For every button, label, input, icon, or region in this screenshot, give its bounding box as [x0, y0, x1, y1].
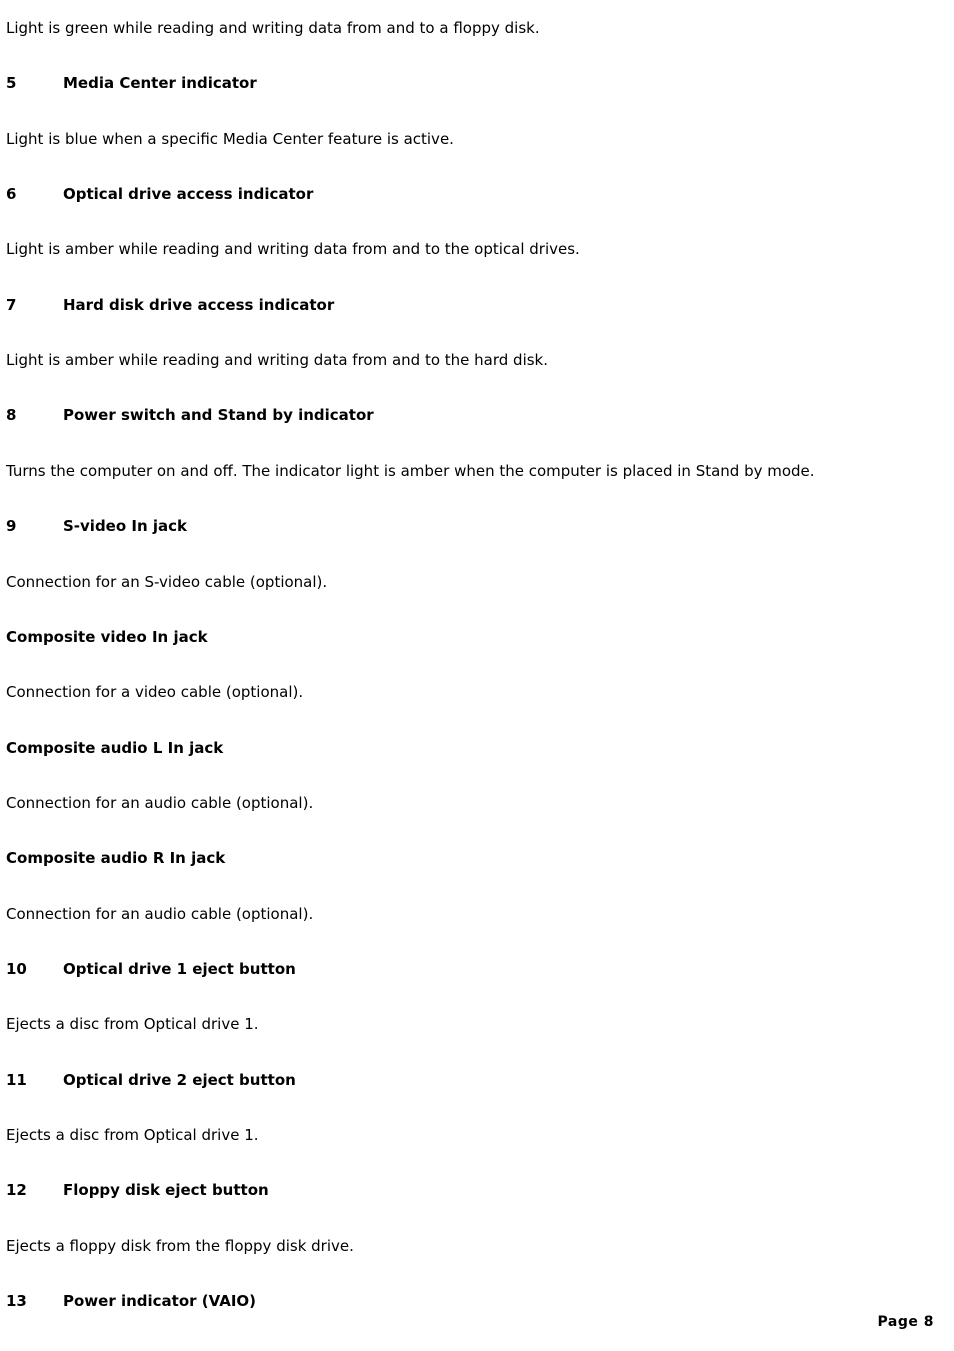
item-description: Light is green while reading and writing data from and to a floppy disk. [6, 19, 540, 37]
item-heading [6, 849, 225, 867]
item-description: Connection for an S-video cable (optional). [6, 573, 328, 591]
item-heading [6, 1071, 296, 1089]
item-heading [6, 628, 208, 646]
item-description: Ejects a disc from Optical drive 1. [6, 1126, 259, 1144]
item-number: 13 [6, 1292, 27, 1310]
item-number: 7 [6, 296, 17, 314]
item-title: Power switch and Stand by indicator [63, 406, 374, 424]
item-heading [6, 296, 334, 314]
item-number: 10 [6, 960, 27, 978]
item-number: 8 [6, 406, 17, 424]
item-heading [6, 960, 296, 978]
item-number: 5 [6, 74, 17, 92]
item-description: Turns the computer on and off. The indicator light is amber when the computer is placed in Stand by mode. [6, 462, 815, 480]
item-description: Light is amber while reading and writing data from and to the optical drives. [6, 240, 580, 258]
item-heading [6, 1292, 256, 1310]
item-heading [6, 74, 257, 92]
item-title: Composite audio L In jack [6, 739, 224, 757]
item-title: Media Center indicator [63, 74, 257, 92]
item-title: Optical drive 2 eject button [63, 1071, 296, 1089]
item-description: Connection for an audio cable (optional). [6, 905, 314, 923]
item-number: 6 [6, 185, 17, 203]
item-description: Ejects a disc from Optical drive 1. [6, 1015, 259, 1033]
item-heading [6, 739, 223, 757]
item-title: Optical drive 1 eject button [63, 960, 296, 978]
item-title: Composite audio R In jack [6, 849, 226, 867]
item-title: Composite video In jack [6, 628, 208, 646]
item-title: Hard disk drive access indicator [63, 296, 335, 314]
item-description: Connection for a video cable (optional). [6, 683, 304, 701]
item-description: Connection for an audio cable (optional). [6, 794, 314, 812]
item-description: Ejects a floppy disk from the floppy disk drive. [6, 1237, 354, 1255]
item-heading [6, 406, 374, 424]
item-heading [6, 1181, 269, 1199]
item-title: Optical drive access indicator [63, 185, 314, 203]
item-title: Power indicator (VAIO) [63, 1292, 257, 1310]
item-title: S-video In jack [63, 517, 187, 535]
item-heading [6, 517, 187, 535]
item-title: Floppy disk eject button [63, 1181, 269, 1199]
item-number: 11 [6, 1071, 27, 1089]
item-description: Light is blue when a specific Media Center feature is active. [6, 130, 454, 148]
item-number: 9 [6, 517, 17, 535]
page-number: Page 8 [877, 1314, 934, 1330]
item-number: 12 [6, 1181, 27, 1199]
item-description: Light is amber while reading and writing data from and to the hard disk. [6, 351, 549, 369]
item-heading [6, 185, 313, 203]
